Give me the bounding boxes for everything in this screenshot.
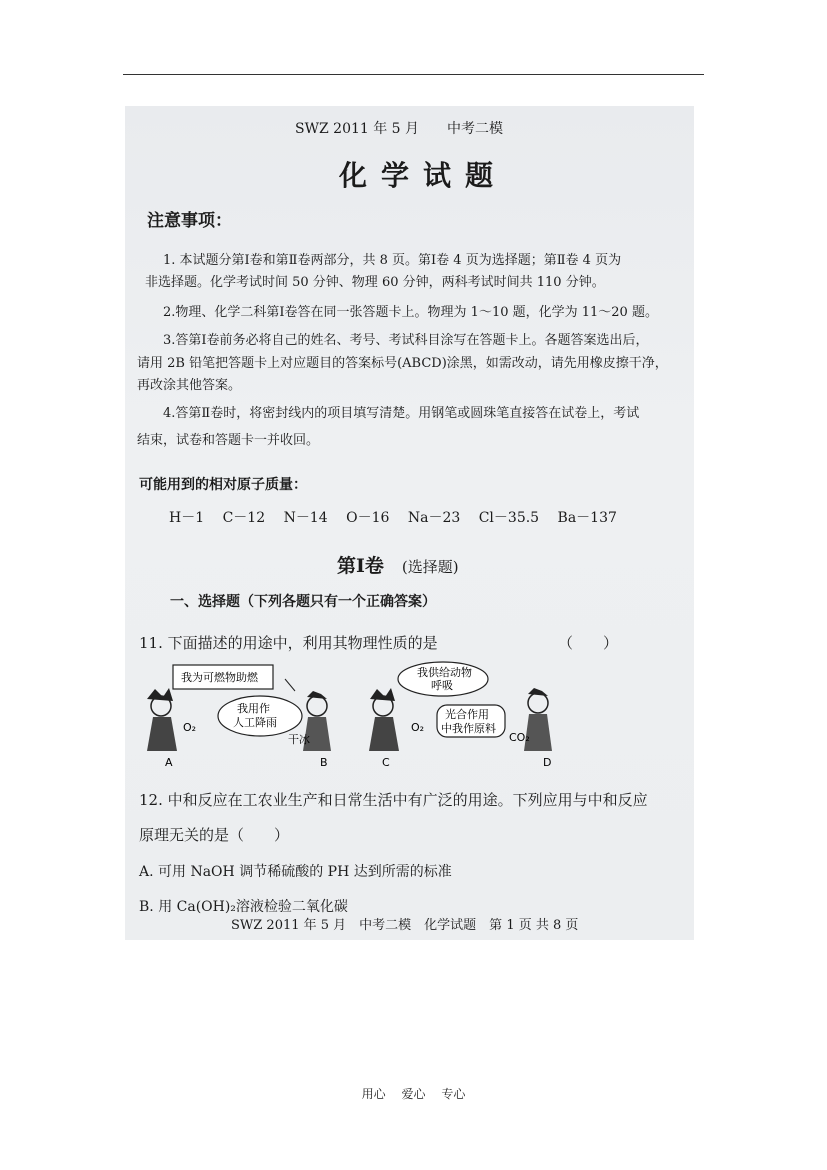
option-c-label: C (382, 756, 390, 769)
bubble-b-text-1: 我用作 (237, 702, 270, 715)
section-heading: 一、选择题（下列各题只有一个正确答案） (170, 594, 436, 610)
exam-date: SWZ 2011 年 5 月 (295, 121, 420, 137)
footer-word: 专心 (441, 1087, 466, 1101)
notice-line: 1. 本试题分第Ⅰ卷和第Ⅱ卷两部分，共 8 页。第Ⅰ卷 4 页为选择题；第Ⅱ卷 4 页为 (163, 253, 622, 268)
label-dry-ice: 干冰 (288, 733, 310, 746)
question-12-stem-cont: 原理无关的是（ ） (139, 826, 290, 844)
notice-line: 3.答第Ⅰ卷前务必将自己的姓名、考号、考试科目涂写在答题卡上。各题答案选出后， (163, 333, 649, 348)
question-12-option-b: B. 用 Ca(OH)₂溶液检验二氧化碳 (139, 899, 348, 915)
atomic-mass: Na－23 (407, 510, 461, 526)
atomic-mass: O－16 (346, 510, 390, 526)
page-title: 化学试题 (339, 159, 508, 192)
bubble-b-text-2: 人工降雨 (233, 716, 277, 729)
volume-title: 第Ⅰ卷 (337, 555, 384, 577)
question-11-illustration (125, 661, 694, 771)
inner-page-footer: SWZ 2011 年 5 月 中考二模 化学试题 第 1 页 共 8 页 (231, 918, 579, 933)
bubble-d-text-2: 中我作原料 (441, 722, 496, 735)
exam-stage: 中考二模 (447, 121, 504, 137)
atomic-mass: N－14 (283, 510, 328, 526)
atomic-mass-list (169, 507, 631, 527)
atomic-mass: C－12 (222, 510, 266, 526)
atomic-mass: Ba－137 (557, 510, 617, 526)
atomic-mass: H－1 (169, 510, 205, 526)
scanned-exam-page (125, 106, 694, 940)
figure-d (437, 688, 552, 769)
page-footer (0, 1085, 827, 1102)
figure-a (147, 688, 196, 769)
notice-line: 请用 2B 铅笔把答题卡上对应题目的答案标号(ABCD)涂黑，如需改动，请先用橡皮擦干净， (137, 356, 668, 371)
option-a-label: A (165, 756, 173, 769)
label-co2: CO₂ (509, 731, 530, 744)
atomic-mass: Cl－35.5 (478, 510, 540, 526)
notice-line: 结束，试卷和答题卡一并收回。 (137, 433, 320, 448)
footer-word: 用心 (361, 1087, 386, 1101)
question-12-option-a: A. 可用 NaOH 调节稀硫酸的 PH 达到所需的标准 (139, 864, 452, 880)
volume-subtitle: (选择题) (401, 558, 459, 576)
option-d-label: D (543, 756, 552, 769)
question-11-stem: 11. 下面描述的用途中，利用其物理性质的是 (139, 634, 438, 652)
notice-title: 注意事项： (147, 211, 232, 231)
bubble-c-text-1: 我供给动物 (417, 666, 472, 679)
bubble-d-text-1: 光合作用 (445, 708, 489, 721)
notice-line: 再改涂其他答案。 (137, 378, 242, 393)
answer-parentheses: （ ） (558, 634, 619, 652)
bubble-a-text: 我为可燃物助燃 (181, 671, 258, 684)
label-o2-a: O₂ (183, 721, 197, 734)
bubble-a (173, 665, 295, 691)
notice-line: 4.答第Ⅱ卷时，将密封线内的项目填写清楚。用钢笔或圆珠笔直接答在试卷上，考试 (163, 406, 640, 421)
notice-line: 2.物理、化学二科第Ⅰ卷答在同一张答题卡上。物理为 1～10 题，化学为 11～20 题。 (163, 305, 658, 320)
bubble-c-text-2: 呼吸 (431, 679, 453, 692)
atomic-mass-title: 可能用到的相对原子质量： (139, 477, 307, 493)
label-o2-c: O₂ (411, 721, 425, 734)
exam-header (295, 118, 503, 138)
volume-heading (337, 551, 459, 578)
question-12-stem: 12. 中和反应在工农业生产和日常生活中有广泛的用途。下列应用与中和反应 (139, 791, 648, 809)
notice-line: 非选择题。化学考试时间 50 分钟、物理 60 分钟，两科考试时间共 110 分钟。 (145, 275, 605, 290)
footer-word: 爱心 (401, 1087, 426, 1101)
top-rule (123, 74, 704, 75)
option-b-label: B (320, 756, 328, 769)
figure-b (218, 691, 331, 769)
